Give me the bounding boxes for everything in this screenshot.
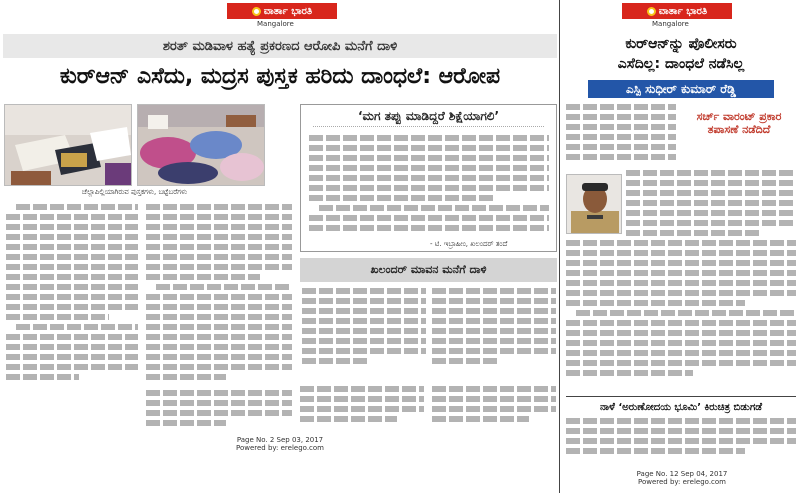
photo-clothes (137, 104, 265, 186)
bottom-headline: ನಾಳೆ ‘ಅರುಣೋದಯ ಭೂಮಿ’ ಕಿರುಚಿತ್ರ ಬಿಡುಗಡೆ (599, 402, 763, 413)
photo-sp-portrait (566, 174, 622, 234)
logo-emblem-icon (252, 7, 261, 16)
kicker-headline: ಶರತ್ ಮಡಿವಾಳ ಹತ್ಯೆ ಪ್ರಕರಣದ ಆರೋಪಿ ಮನೆಗೆ ದಾಳಿ (3, 34, 557, 58)
footer-page-info: Page No. 2 Sep 03, 2017 (236, 436, 324, 444)
right-section-divider (566, 396, 796, 397)
sub-article-column-2 (432, 288, 556, 378)
clipping-divider (559, 0, 560, 493)
footer-powered-by-right: Powered by: erelego.com (637, 478, 726, 486)
sub-headline: ಖಲಂದರ್ ಮಾವನ ಮನೆಗೆ ದಾಳಿ (370, 263, 487, 276)
logo-emblem-icon-right (647, 7, 656, 16)
photo-books-image (5, 105, 132, 186)
lower-column-3 (146, 390, 292, 432)
masthead-text: ವಾರ್ತಾ ಭಾರತಿ (263, 5, 313, 17)
photo-books (4, 104, 132, 186)
right-column-mid (626, 170, 796, 242)
right-headline-line2: ಎಸೆದಿಲ್ಲ: ದಾಂಧಲೆ ನಡೆಸಿಲ್ಲ (617, 56, 745, 72)
quote-attribution: - ಟಿ. ಇಬ್ರಾಹೀಂ, ಖಲಂದರ್ ತಂದೆ (430, 240, 508, 248)
footer-powered-by: Powered by: erelego.com (235, 444, 324, 452)
dateline-place-right: Mangalore (652, 20, 689, 28)
reporter-banner: ಎಸ್ಪಿ ಸುಧೀರ್ ಕುಮಾರ್ ರೆಡ್ಡಿ (588, 80, 774, 98)
sp-portrait-image (567, 175, 622, 234)
lower-column-1 (300, 386, 424, 432)
pull-quote: ಸರ್ಚ್ ವಾರಂಟ್ ಪ್ರಕಾರ ತಪಾಸಣೆ ನಡೆದಿದೆ (696, 110, 782, 136)
masthead-text-right: ವಾರ್ತಾ ಭಾರತಿ (658, 5, 708, 17)
article-column-2 (146, 204, 292, 386)
photo-caption: ಚೆಲ್ಲಾಪಿಲ್ಲಿಯಾಗಿರುವ ಪುಸ್ತಕಗಳು, ಬಟ್ಟೆಬರೆಗಳು (81, 188, 188, 196)
photo-clothes-image (138, 105, 265, 186)
main-headline: ಕುರ್‌ಆನ್ ಎಸೆದು, ಮದ್ರಸ ಪುಸ್ತಕ ಹರಿದು ದಾಂಧಲೆ: ಆರೋಪ (59, 64, 501, 89)
article-column-1 (6, 204, 138, 386)
right-column-top-left (566, 104, 676, 172)
quote-box-body (309, 135, 549, 235)
sub-article-column-1 (302, 288, 426, 378)
right-clipping (562, 0, 800, 493)
bottom-article-body (566, 418, 796, 466)
footer (200, 436, 360, 452)
quote-box (300, 104, 557, 252)
right-column-body (566, 240, 796, 388)
footer-right (602, 470, 762, 486)
masthead-logo-right (622, 3, 732, 19)
footer-page-info-right: Page No. 12 Sep 04, 2017 (636, 470, 728, 478)
dateline-place: Mangalore (257, 20, 294, 28)
lower-column-2 (432, 386, 556, 432)
right-headline-line1: ಕುರ್‌ಆನ್‌ನ್ನು ಪೊಲೀಸರು (625, 36, 737, 52)
quote-box-title: ‘ಮಗ ತಪ್ಪು ಮಾಡಿದ್ದರೆ ಶಿಕ್ಷೆಯಾಗಲಿ’ (313, 105, 544, 127)
masthead-logo (227, 3, 337, 19)
